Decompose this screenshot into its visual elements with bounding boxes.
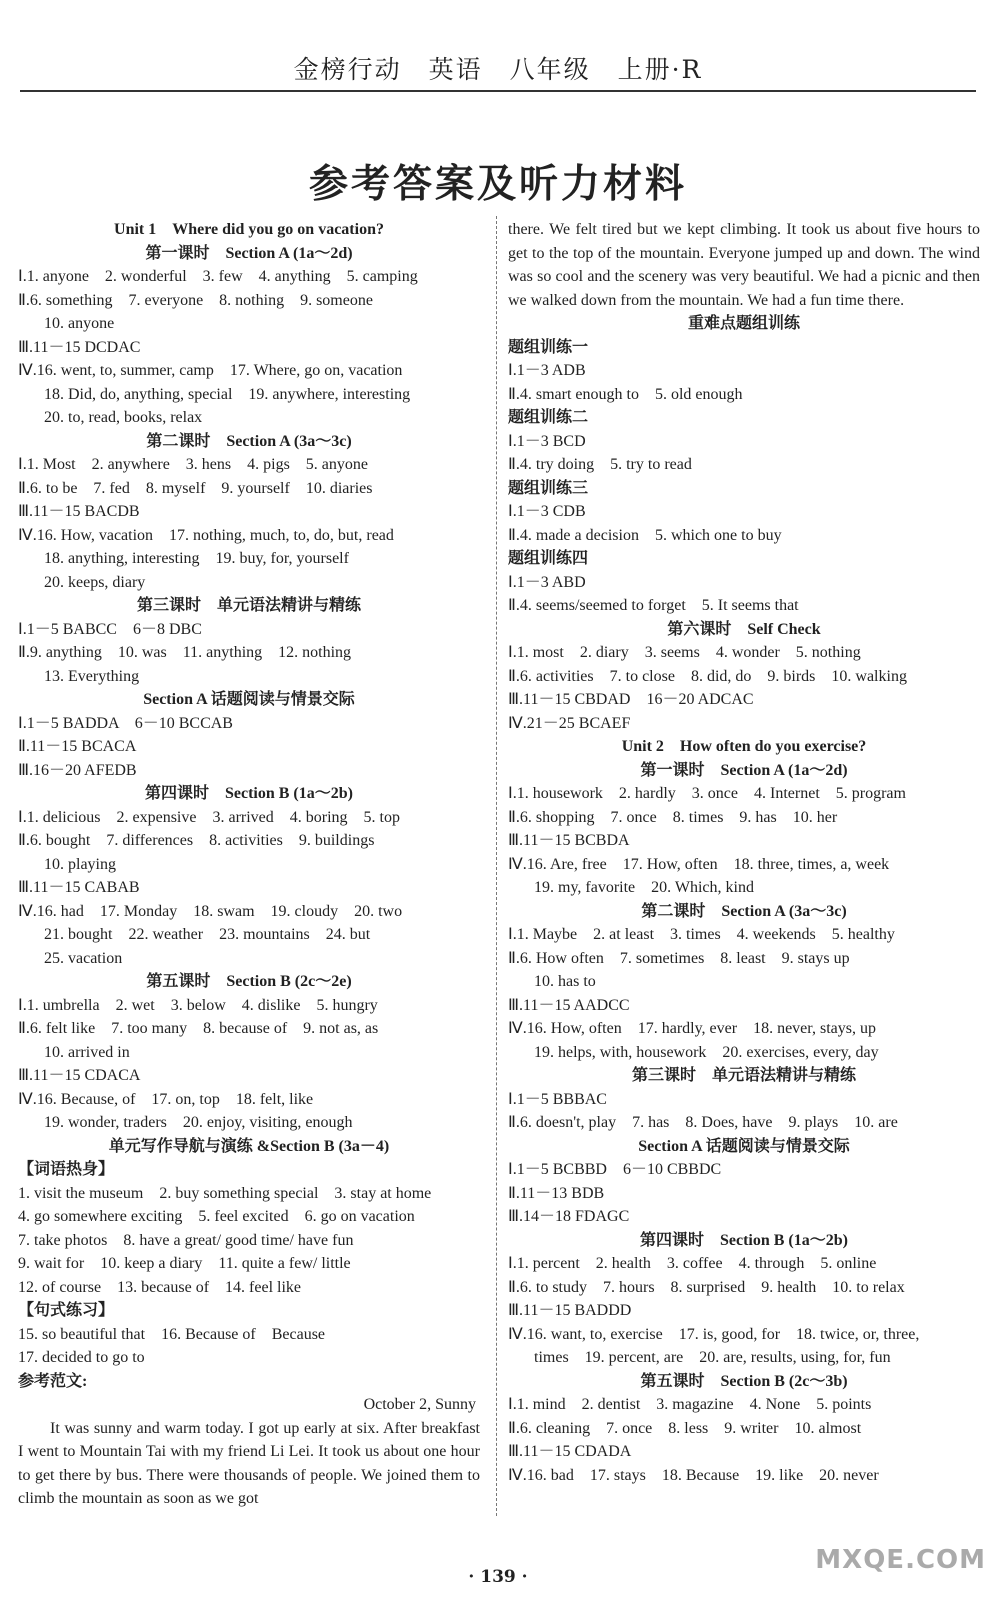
answer-line: 15. so beautiful that 16. Because of Because <box>18 1325 326 1343</box>
answer-line: Ⅲ.11－15 BADDD <box>508 1302 632 1319</box>
answer-line: Ⅰ.1. percent 2. health 3. coffee 4. through 5. online <box>508 1255 877 1272</box>
answer-line: 【词语热身】 <box>18 1161 115 1178</box>
answer-line: Ⅲ.11－15 BCBDA <box>508 832 630 849</box>
answer-line: Ⅱ.6. How often 7. sometimes 8. least 9. stays up <box>508 949 850 967</box>
answer-line: 21. bought 22. weather 23. mountains 24. but <box>44 926 371 943</box>
answer-line: Ⅰ.1. anyone 2. wonderful 3. few 4. anything 5. camping <box>18 268 418 285</box>
answer-line: Ⅲ.11－15 BACDB <box>18 503 140 520</box>
book-header: 金榜行动 英语 八年级 上册·R <box>20 50 976 92</box>
answer-line: Ⅳ.16. went, to, summer, camp 17. Where, go on, vacation <box>18 362 403 379</box>
answer-line: 单元写作导航与演练 &Section B (3a－4) <box>108 1137 390 1155</box>
answer-line: 20. to, read, books, relax <box>44 409 203 426</box>
answer-line: 10. anyone <box>44 315 115 332</box>
answer-line: 1. visit the museum 2. buy something special 3. stay at home <box>18 1184 432 1202</box>
answer-line: Ⅲ.11－15 DCDAC <box>18 338 141 356</box>
answer-line: Ⅱ.4. try doing 5. try to read <box>508 456 692 473</box>
answer-line: times 19. percent, are 20. are, results, using, for, fun <box>534 1349 891 1366</box>
answer-line: Ⅲ.11－15 CDADA <box>508 1443 632 1460</box>
answer-line: Ⅰ.1－5 BADDA 6－10 BCCAB <box>18 714 233 732</box>
answer-line: Unit 2 How often do you exercise? <box>621 738 867 755</box>
answer-line: Ⅰ.1－5 BCBBD 6－10 CBBDC <box>508 1161 722 1178</box>
answer-column-right <box>508 218 980 1487</box>
answer-line: 第五课时 Section B (2c～3b) <box>640 1372 848 1390</box>
watermark-logo: MXQE.COM <box>815 1545 986 1575</box>
answer-line: Ⅱ.4. made a decision 5. which one to buy <box>508 526 782 544</box>
answer-line: 9. wait for 10. keep a diary 11. quite a few/ little <box>18 1255 351 1272</box>
answer-line: Ⅰ.1. housework 2. hardly 3. once 4. Internet 5. program <box>508 785 906 802</box>
answer-line: Ⅱ.11－15 BCACA <box>18 738 137 755</box>
answer-line: 重难点题组训练 <box>687 315 800 332</box>
answer-line: 17. decided to go to <box>18 1349 145 1366</box>
answer-line: 19. wonder, traders 20. enjoy, visiting, enough <box>44 1114 353 1131</box>
answer-line: Ⅰ.1－5 BBBAC <box>508 1090 607 1108</box>
answer-line: 13. Everything <box>44 667 140 685</box>
answer-line: Ⅰ.1. umbrella 2. wet 3. below 4. dislike 5. hungry <box>18 996 378 1014</box>
answer-line: Ⅲ.11－15 CABAB <box>18 879 140 896</box>
answer-line: Ⅱ.4. seems/seemed to forget 5. It seems that <box>508 597 799 614</box>
answer-line: 题组训练一 <box>508 338 589 356</box>
answer-line: Ⅱ.6. to be 7. fed 8. myself 9. yourself 10. diaries <box>18 479 373 497</box>
answer-line: 第一课时 Section A (1a～2d) <box>145 244 353 262</box>
answer-line: Ⅰ.1－3 ABD <box>508 573 586 591</box>
answer-line: 题组训练三 <box>508 479 589 497</box>
answer-line: October 2, Sunny <box>363 1396 476 1413</box>
answer-line: 第二课时 Section A (3a～3c) <box>641 902 847 920</box>
answer-line: Ⅳ.16. How, vacation 17. nothing, much, to, do, but, read <box>18 526 394 544</box>
answer-line: Section A 话题阅读与情景交际 <box>143 691 355 708</box>
answer-line: 第五课时 Section B (2c～2e) <box>146 973 352 990</box>
answer-line: Ⅱ.4. smart enough to 5. old enough <box>508 385 743 403</box>
answer-line: Ⅲ.14－18 FDAGC <box>508 1208 630 1225</box>
answer-line: Ⅱ.11－13 BDB <box>508 1184 605 1202</box>
answer-line: 10. arrived in <box>44 1043 130 1061</box>
answer-line: Ⅱ.9. anything 10. was 11. anything 12. nothing <box>18 644 352 661</box>
answer-line: 18. anything, interesting 19. buy, for, yourself <box>44 550 349 567</box>
answer-line: 第三课时 单元语法精讲与精练 <box>136 597 361 614</box>
answer-line: Ⅲ.11－15 CBDAD 16－20 ADCAC <box>508 691 754 708</box>
answer-line: 12. of course 13. because of 14. feel like <box>18 1278 302 1296</box>
answer-line: Ⅱ.6. doesn't, play 7. has 8. Does, have 9. plays 10. are <box>508 1114 898 1131</box>
page-title: 参考答案及听力材料 <box>308 161 687 207</box>
answer-line: 第三课时 单元语法精讲与精练 <box>631 1067 856 1084</box>
answer-line: Ⅰ.1. delicious 2. expensive 3. arrived 4. boring 5. top <box>18 808 400 826</box>
column-divider <box>496 216 497 1516</box>
answer-line: there. We felt tired but we kept climbing. It took us about five hours to get to the top of the mountain. Everyone jumped up and down. The wind was so cool and the scenery was very beautiful. We had a picnic and then we walked down from the mountain. We had a fun time there. <box>508 221 980 309</box>
answer-line: Ⅱ.6. cleaning 7. once 8. less 9. writer 10. almost <box>508 1419 862 1437</box>
answer-line: Ⅰ.1. Most 2. anywhere 3. hens 4. pigs 5. anyone <box>18 456 369 473</box>
answer-line: 18. Did, do, anything, special 19. anywhere, interesting <box>44 385 411 403</box>
answer-line: Ⅲ.11－15 CDACA <box>18 1067 141 1084</box>
answer-line: Ⅱ.6. activities 7. to close 8. did, do 9. birds 10. walking <box>508 667 907 685</box>
answer-column-left <box>18 218 480 1511</box>
answer-line: Section A 话题阅读与情景交际 <box>638 1137 850 1155</box>
answer-line: Ⅰ.1. mind 2. dentist 3. magazine 4. None 5. points <box>508 1396 872 1413</box>
answer-line: 10. has to <box>534 973 596 990</box>
answer-line: Ⅳ.16. How, often 17. hardly, ever 18. never, stays, up <box>508 1020 876 1037</box>
answer-line: 参考范文: <box>18 1372 88 1390</box>
answer-line: Ⅲ.11－15 AADCC <box>508 996 630 1014</box>
answer-line: Ⅰ.1－3 CDB <box>508 503 586 520</box>
answer-line: Ⅰ.1－5 BABCC 6－8 DBC <box>18 620 202 638</box>
answer-line: Ⅰ.1－3 ADB <box>508 362 586 379</box>
answer-line: 第二课时 Section A (3a～3c) <box>146 432 352 450</box>
answer-line: Ⅱ.6. shopping 7. once 8. times 9. has 10. her <box>508 808 838 826</box>
page-number: · 139 · <box>468 1567 528 1587</box>
answer-line: Ⅱ.6. something 7. everyone 8. nothing 9. someone <box>18 291 373 309</box>
answer-line: Ⅳ.16. Are, free 17. How, often 18. three, times, a, week <box>508 855 890 873</box>
answer-line: 题组训练二 <box>508 409 589 426</box>
answer-line: Ⅱ.6. to study 7. hours 8. surprised 9. health 10. to relax <box>508 1278 905 1296</box>
answer-line: 10. playing <box>44 855 116 873</box>
answer-line: Ⅳ.16. had 17. Monday 18. swam 19. cloudy 20. two <box>18 902 403 920</box>
answer-line: 【句式练习】 <box>18 1302 115 1319</box>
answer-line: 第四课时 Section B (1a～2b) <box>639 1231 848 1249</box>
answer-line: It was sunny and warm today. I got up early at six. After breakfast I went to Mountain Tai with my friend Li Lei. It took us about one hour to get there by bus. There were thousands of people. We joined them to climb the mountain as soon as we got <box>18 1419 480 1507</box>
answer-line: 7. take photos 8. have a great/ good time/ have fun <box>18 1231 354 1249</box>
answer-line: 第一课时 Section A (1a～2d) <box>640 761 848 779</box>
answer-line: 4. go somewhere exciting 5. feel excited 6. go on vacation <box>18 1208 415 1225</box>
answer-line: 第四课时 Section B (1a～2b) <box>144 785 353 802</box>
answer-line: 25. vacation <box>44 949 123 967</box>
answer-line: 19. helps, with, housework 20. exercises, every, day <box>534 1043 879 1061</box>
answer-line: 第六课时 Self Check <box>667 620 821 638</box>
answer-line: Ⅱ.6. felt like 7. too many 8. because of 9. not as, as <box>18 1020 379 1037</box>
answer-line: Ⅳ.16. want, to, exercise 17. is, good, for 18. twice, or, three, <box>508 1325 920 1343</box>
answer-line: Ⅱ.6. bought 7. differences 8. activities 9. buildings <box>18 832 375 849</box>
answer-line: Ⅳ.16. Because, of 17. on, top 18. felt, like <box>18 1090 314 1108</box>
answer-line: Ⅳ.16. bad 17. stays 18. Because 19. like 20. never <box>508 1466 879 1484</box>
answer-line: 20. keeps, diary <box>44 573 146 591</box>
answer-line: Ⅲ.16－20 AFEDB <box>18 761 137 779</box>
answer-line: 题组训练四 <box>508 550 589 567</box>
answer-line: 19. my, favorite 20. Which, kind <box>534 879 754 896</box>
answer-line: Ⅰ.1. Maybe 2. at least 3. times 4. weekends 5. healthy <box>508 926 895 943</box>
answer-line: Unit 1 Where did you go on vacation? <box>114 221 384 238</box>
answer-line: Ⅰ.1－3 BCD <box>508 432 586 450</box>
answer-line: Ⅰ.1. most 2. diary 3. seems 4. wonder 5. nothing <box>508 644 861 661</box>
answer-line: Ⅳ.21－25 BCAEF <box>508 714 631 732</box>
